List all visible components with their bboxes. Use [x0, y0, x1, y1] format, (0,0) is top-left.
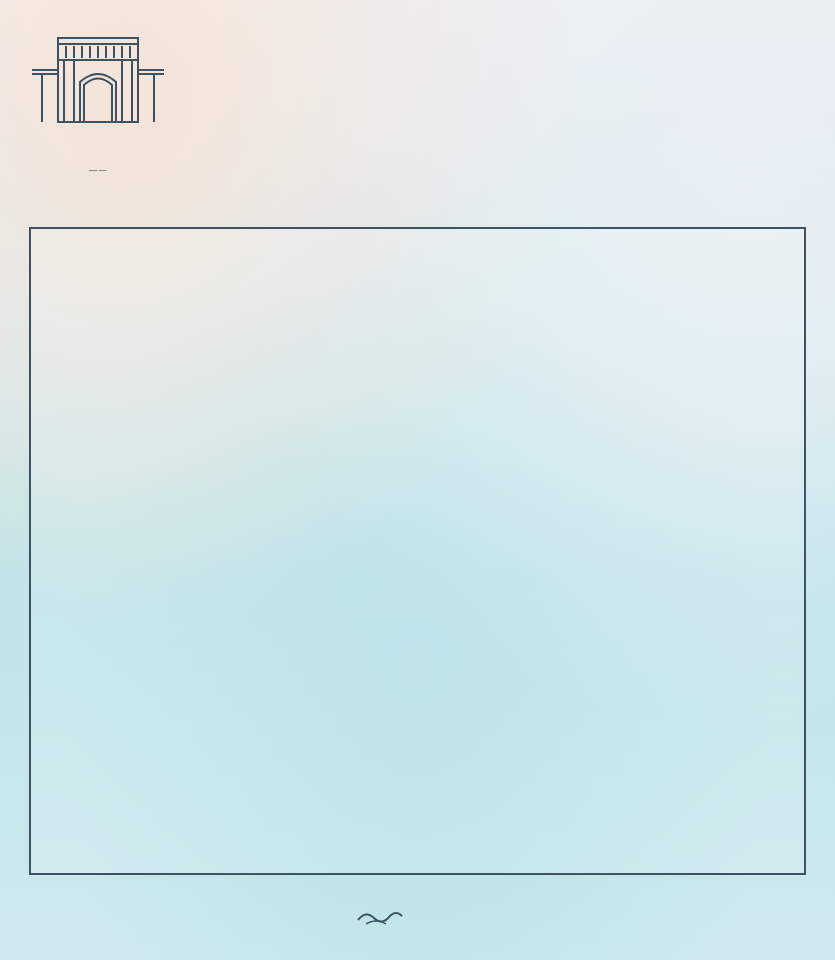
- building-icon: [28, 30, 168, 126]
- weekly-menu-table: [29, 227, 806, 875]
- logo-subtitle: ——: [88, 166, 108, 176]
- hotel-logo: [28, 30, 168, 185]
- swirl-ornament-icon: [356, 906, 406, 930]
